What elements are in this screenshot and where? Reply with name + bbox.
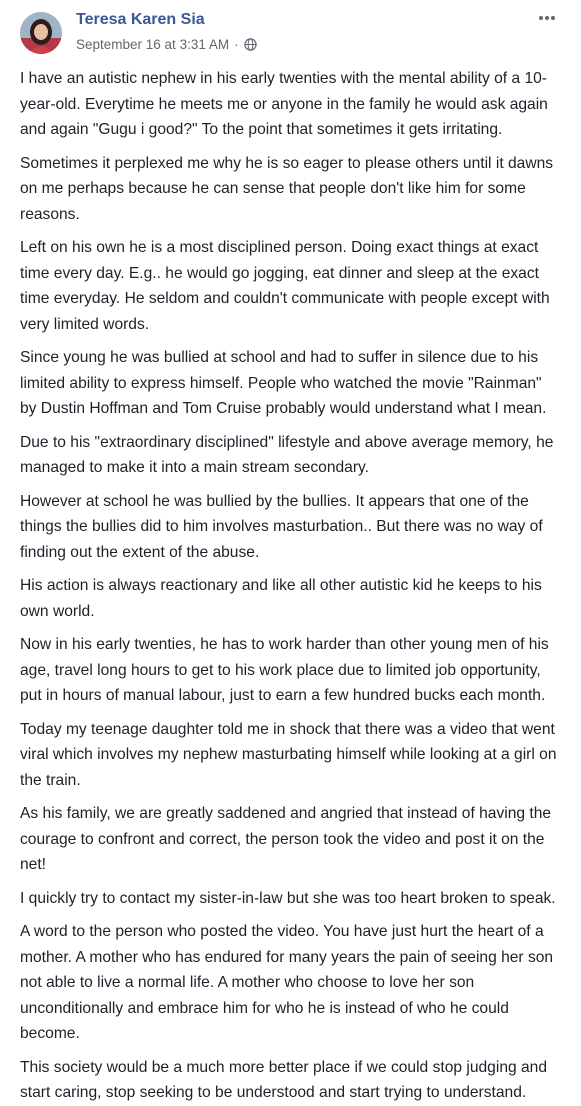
post-paragraph: Since young he was bullied at school and had to suffer in silence due to his limited ability to express himself. People who watched the movie "Rainman" by Dustin Hoffman and Tom Cruise probably would understand what I mean. <box>20 349 547 417</box>
post-paragraph: I quickly try to contact my sister-in-law but she was too heart broken to speak. <box>20 889 556 907</box>
post-body <box>10 66 571 1106</box>
avatar[interactable] <box>20 12 62 54</box>
post-paragraph: As his family, we are greatly saddened and angried that instead of having the courage to confront and correct, the person took the video and post it on the net! <box>20 805 552 873</box>
globe-icon[interactable] <box>244 38 257 51</box>
post-paragraph: Now in his early twenties, he has to work harder than other young men of his age, travel long hours to get to his work place due to limited job opportunity, put in hours of manual labour, just to earn a few hundred bucks each month. <box>20 636 549 704</box>
post-paragraph: His action is always reactionary and like all other autistic kid he keeps to his own world. <box>20 577 542 620</box>
post-paragraph: This society would be a much more better place if we could stop judging and start caring, stop seeking to be understood and start trying to understand. <box>20 1058 548 1101</box>
post-paragraph: I have an autistic nephew in his early twenties with the mental ability of a 10-year-old. Everytime he meets me or anyone in the family he would ask again and again "Gugu i good?" To the point that sometimes it gets irritating. <box>20 70 548 138</box>
post-timestamp[interactable]: September 16 at 3:31 AM <box>76 37 230 52</box>
post-header <box>10 0 571 66</box>
author-name[interactable]: Teresa Karen Sia <box>76 11 205 28</box>
post-paragraph: Due to his "extraordinary disciplined" lifestyle and above average memory, he managed to make it into a main stream secondary. <box>20 433 554 476</box>
post-meta <box>76 37 257 52</box>
post-paragraph: Today my teenage daughter told me in shock that there was a video that went viral which involves my nephew masturbating himself while looking at a girl on the train. <box>20 720 557 789</box>
post-paragraph: However at school he was bullied by the bullies. It appears that one of the things the bullies did to him involves masturbation.. But there was no way of finding out the extent of the abuse. <box>20 492 543 561</box>
meta-separator: · <box>234 37 239 52</box>
post-paragraph: A word to the person who posted the video. You have just hurt the heart of a mother. A mother who has endured for many years the pain of seeing her son not able to live a normal life. A mother who choose to love her son unconditionally and embrace him for who he is instead of who he could become. <box>20 923 554 1042</box>
post-paragraph: Sometimes it perplexed me why he is so eager to please others until it dawns on me perhaps because he can sense that people don't like him for some reasons. <box>20 154 554 223</box>
post-paragraph: Left on his own he is a most disciplined person. Doing exact things at exact time every day. E.g.. he would go jogging, eat dinner and sleep at the exact time everyday. He seldom and couldn't communicate with people except with very limited words. <box>20 239 550 333</box>
more-options-icon[interactable] <box>535 9 559 27</box>
